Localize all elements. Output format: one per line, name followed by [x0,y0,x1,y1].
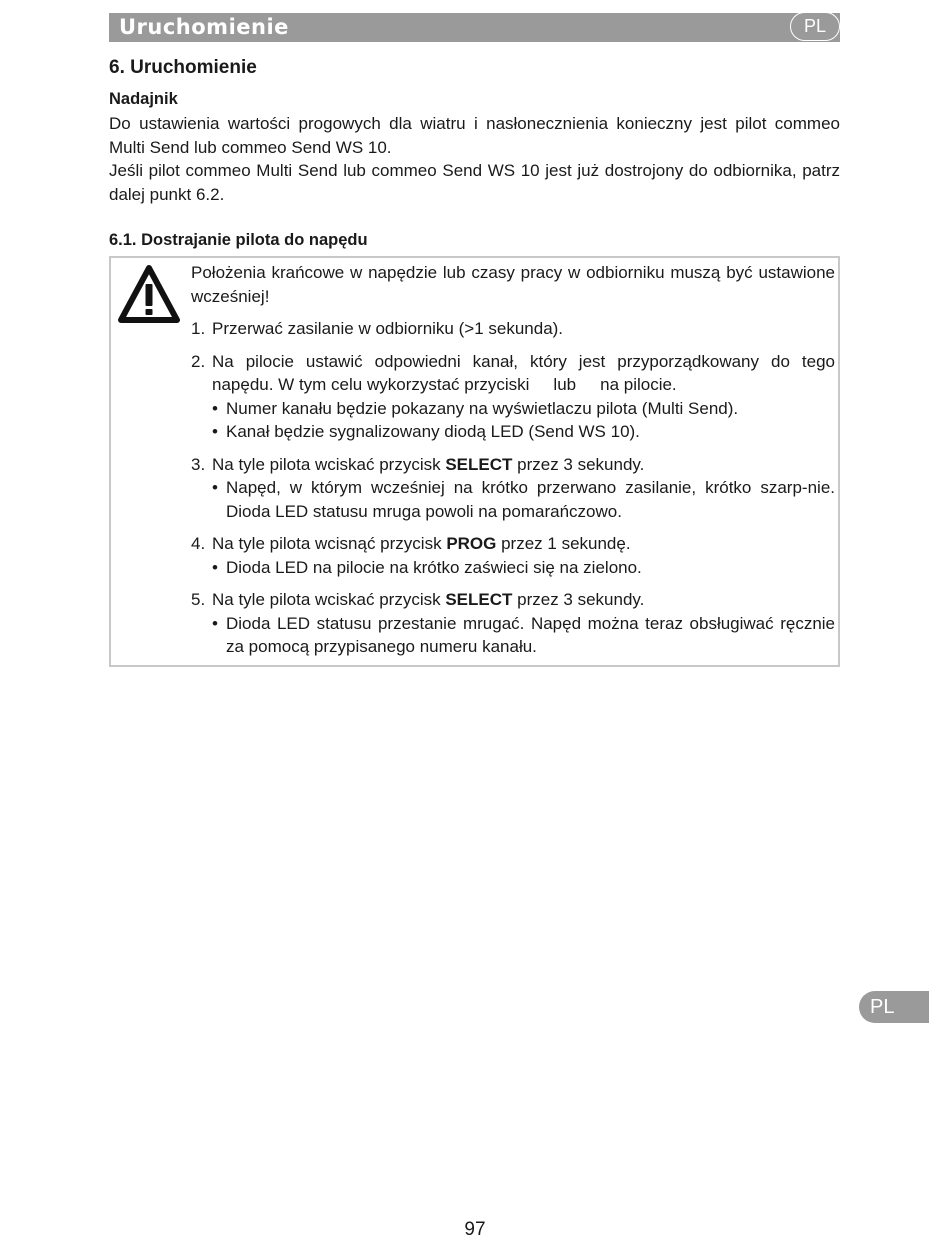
bullet-item [191,612,835,659]
bullet-text: Dioda LED statusu przestanie mrugać. Napęd można teraz obsługiwać ręcznie za pomocą przypisanego numeru kanału. [226,613,835,656]
step-text [212,350,835,397]
button-name: SELECT [445,454,513,474]
warning-triangle-icon [117,264,181,324]
instruction-box [109,256,840,667]
step-number: 2. [191,351,206,371]
step-number: 3. [191,454,206,474]
instruction-content [191,261,835,668]
bullet-marker: • [212,398,218,418]
step-number: 4. [191,534,206,553]
bullet-marker: • [212,613,218,633]
step-number: 1. [191,319,206,338]
step-text-part: Na tyle pilota wcisnąć przycisk [212,534,447,553]
bullet-item [191,476,835,523]
step-text [212,532,835,556]
transmitter-heading: Nadajnik [109,90,178,108]
button-name: PROG [446,534,497,553]
bullet-item [191,397,835,421]
header-title: Uruchomienie [119,15,289,39]
step-text-part: lub [553,375,577,394]
step-1 [191,317,835,341]
bullet-item [191,556,835,580]
step-text-part: przez 3 sekundy. [512,590,645,609]
bullet-marker: • [212,478,218,497]
warning-text: Położenia krańcowe w napędzie lub czasy pracy w odbiorniku muszą być ustawione wcześniej! [191,263,835,306]
header-bar [109,13,840,42]
step-5 [191,588,835,659]
section-title: 6. Uruchomienie [109,57,257,78]
step-text: Przerwać zasilanie w odbiorniku (>1 sekunda). [212,319,564,338]
intro-paragraph: Do ustawienia wartości progowych dla wiatru i nasłonecznienia konieczny jest pilot commeo Multi Send lub commeo Send WS 10. [109,114,840,157]
step-text [212,453,835,477]
step-text-part: na pilocie. [600,375,677,394]
step-text-part: przez 1 sekundę. [496,534,631,553]
bullet-text: Numer kanału będzie pokazany na wyświetlaczu pilota (Multi Send). [226,398,739,418]
bullet-marker: • [212,422,218,441]
subsection-title: 6.1. Dostrajanie pilota do napędu [109,231,368,249]
step-text-part: Na tyle pilota wciskać przycisk [212,454,446,474]
step-3 [191,453,835,524]
step-2 [191,350,835,444]
bullet-text: Dioda LED na pilocie na krótko zaświeci się na zielono. [226,557,642,577]
bullet-text: Napęd, w którym wcześniej na krótko przerwano zasilanie, krótko szarp-nie. Dioda LED statusu mruga powoli na pomarańczowo. [226,478,835,521]
step-text-part: przez 3 sekundy. [512,454,645,474]
step-text-part: Na tyle pilota wciskać przycisk [212,590,446,609]
button-name: SELECT [445,590,513,609]
step-number: 5. [191,590,206,609]
step-4 [191,532,835,579]
note-paragraph: Jeśli pilot commeo Multi Send lub commeo Send WS 10 jest już dostrojony do odbiornika, patrz dalej punkt 6.2. [109,161,840,204]
bullet-item [191,420,835,444]
step-text-part: Na pilocie ustawić odpowiedni kanał, który jest przyporządkowany do tego napędu. W tym celu wykorzystać przyciski [212,351,835,394]
bullet-marker: • [212,557,218,577]
language-badge: PL [790,12,840,41]
language-side-tab: PL [859,991,929,1023]
page-number: 97 [464,1219,486,1240]
bullet-text: Kanał będzie sygnalizowany diodą LED (Send WS 10). [226,422,640,441]
step-text [212,588,835,612]
